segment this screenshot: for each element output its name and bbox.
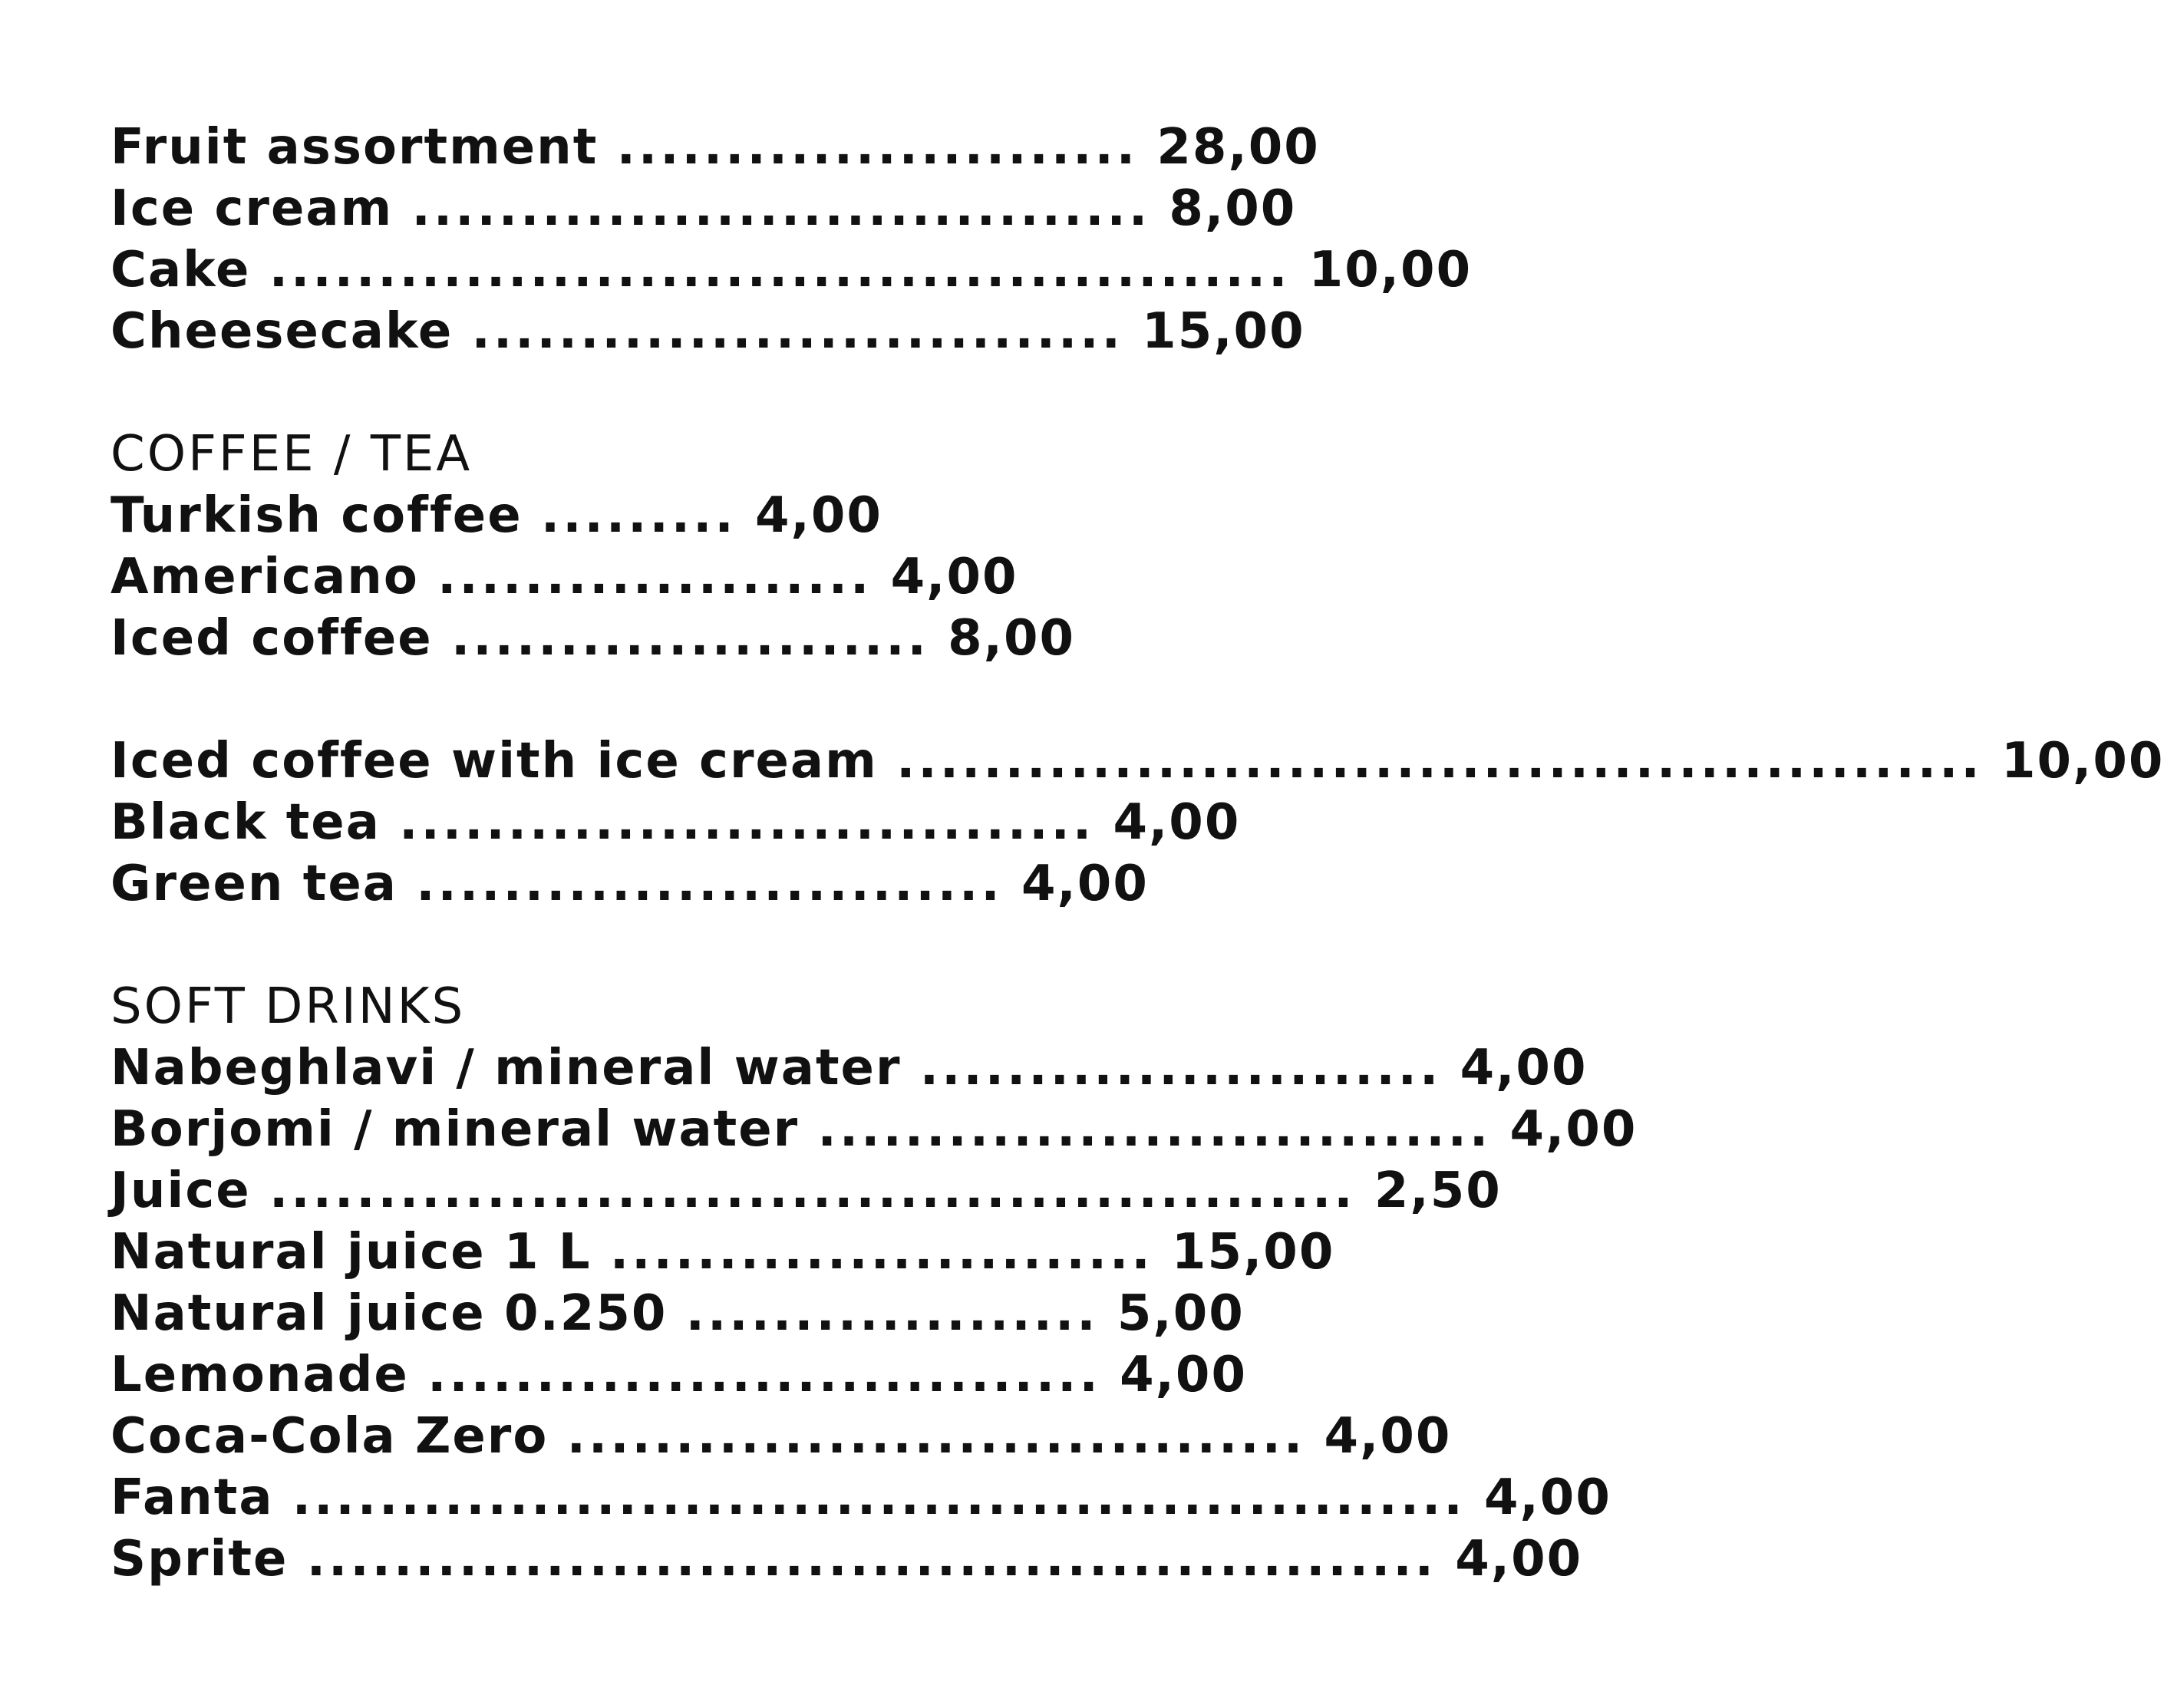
menu-item (111, 1160, 2164, 1222)
item-price: 8,00 (948, 610, 1075, 667)
menu-item (111, 1406, 2164, 1467)
item-price: 4,00 (1455, 1531, 1583, 1588)
item-name: Ice cream (111, 180, 394, 237)
item-name: Juice (111, 1162, 251, 1219)
menu-item (111, 239, 2164, 301)
item-name: Cake (111, 242, 251, 298)
section-spacer (111, 362, 2164, 424)
leader-dots: ................................ (399, 794, 1095, 851)
menu-item (111, 1222, 2164, 1283)
menu-item (111, 117, 2164, 178)
item-price: 4,00 (1120, 1347, 1247, 1403)
item-name: Borjomi / mineral water (111, 1101, 800, 1158)
leader-dots: ........................ (919, 1040, 1442, 1096)
item-name: Iced coffee with ice cream (111, 733, 878, 790)
item-price: 5,00 (1117, 1285, 1245, 1342)
item-price: 4,00 (1460, 1040, 1588, 1096)
item-name: Black tea (111, 794, 381, 851)
item-price: 15,00 (1142, 303, 1305, 360)
menu-item (111, 1467, 2164, 1528)
item-name: Natural juice 0.250 (111, 1285, 668, 1342)
leader-dots: .................................................. (896, 733, 1983, 790)
menu-item (111, 792, 2164, 853)
item-price: 4,00 (1509, 1101, 1638, 1158)
leader-dots: .................................................... (306, 1531, 1437, 1588)
leader-dots: ........................... (416, 856, 1003, 912)
item-price: 28,00 (1156, 119, 1320, 176)
item-name: Natural juice 1 L (111, 1224, 592, 1281)
menu-item (111, 1283, 2164, 1344)
menu-item (111, 1528, 2164, 1590)
item-price: 4,00 (1021, 856, 1149, 912)
menu-item (111, 1099, 2164, 1160)
leader-dots: .................... (437, 549, 873, 605)
item-price: 2,50 (1374, 1162, 1502, 1219)
item-price: 4,00 (1113, 794, 1241, 851)
item-price: 4,00 (1483, 1469, 1611, 1526)
menu-item (111, 1344, 2164, 1406)
leader-dots: .............................. (471, 303, 1123, 360)
item-name: Sprite (111, 1531, 289, 1588)
menu-item (111, 608, 2164, 669)
item-name: Nabeghlavi / mineral water (111, 1040, 902, 1096)
leader-dots: ......................... (609, 1224, 1153, 1281)
section-spacer (111, 669, 2164, 730)
item-price: 4,00 (1324, 1408, 1452, 1465)
item-name: Fruit assortment (111, 119, 599, 176)
leader-dots: ............................... (427, 1347, 1101, 1403)
item-name: Lemonade (111, 1347, 409, 1403)
item-name: Americano (111, 549, 419, 605)
item-name: Iced coffee (111, 610, 433, 667)
item-name: Cheesecake (111, 303, 454, 360)
menu-item (111, 301, 2164, 362)
leader-dots: .................................................. (269, 1162, 1356, 1219)
leader-dots: ............................................... (269, 242, 1291, 298)
leader-dots: .................................. (411, 180, 1151, 237)
item-name: Turkish coffee (111, 487, 523, 544)
menu-item (111, 178, 2164, 239)
menu-item (111, 546, 2164, 608)
item-price: 10,00 (1308, 242, 1473, 298)
section-heading-soft-drinks: SOFT DRINKS (111, 978, 466, 1035)
menu-item (111, 485, 2164, 546)
item-price: 4,00 (754, 487, 882, 544)
item-price: 4,00 (890, 549, 1018, 605)
item-price: 8,00 (1169, 180, 1297, 237)
menu-item (111, 853, 2164, 915)
leader-dots: ...................... (450, 610, 929, 667)
leader-dots: ................... (685, 1285, 1099, 1342)
item-name: Coca-Cola Zero (111, 1408, 549, 1465)
item-price: 10,00 (2001, 733, 2164, 790)
item-name: Green tea (111, 856, 398, 912)
section-spacer (111, 915, 2164, 976)
leader-dots: .................................. (566, 1408, 1306, 1465)
leader-dots: ...................................................... (292, 1469, 1466, 1526)
item-name: Fanta (111, 1469, 274, 1526)
menu-item (111, 730, 2164, 792)
leader-dots: ......... (540, 487, 737, 544)
price-list (111, 117, 2164, 1590)
leader-dots: ........................ (616, 119, 1139, 176)
section-heading-coffee-tea: COFFEE / TEA (111, 426, 473, 483)
menu-item (111, 1037, 2164, 1099)
item-price: 15,00 (1171, 1224, 1335, 1281)
leader-dots: ............................... (817, 1101, 1492, 1158)
